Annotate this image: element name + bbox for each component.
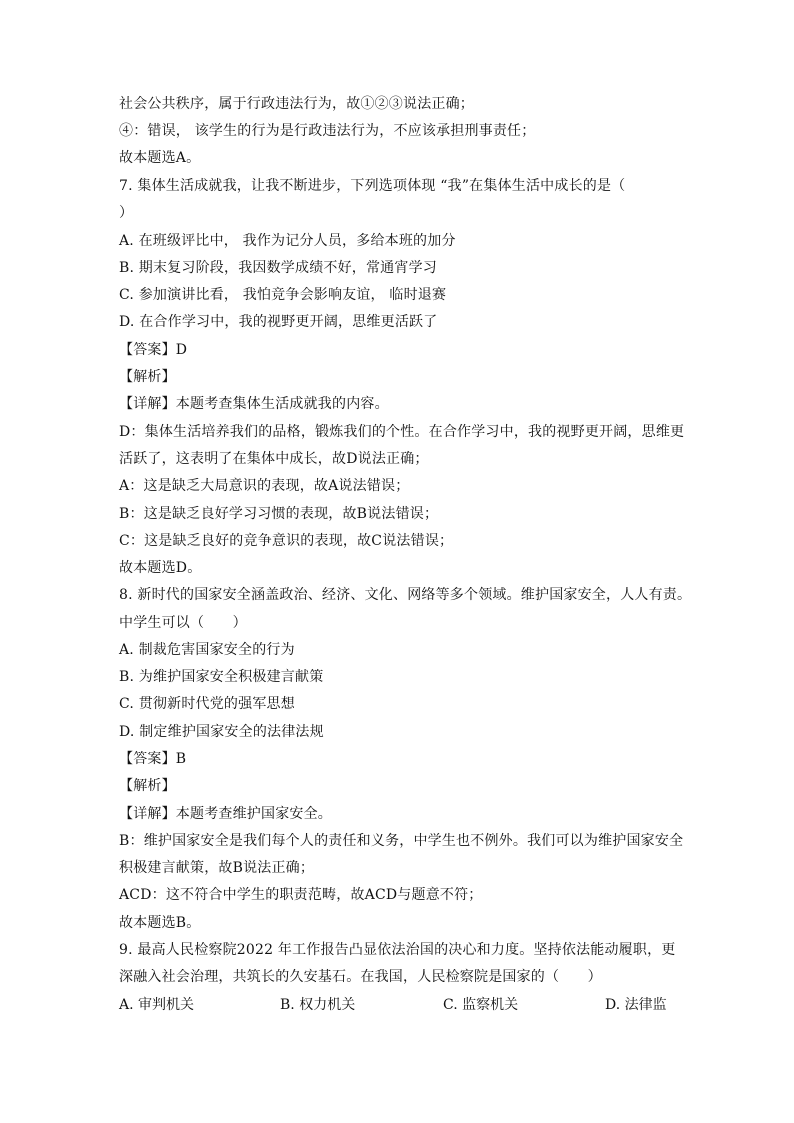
question-7-option-d: D. 在合作学习中，我的视野更开阔，思维更活跃了 [119,314,438,330]
question-8-option-a: A. 制裁危害国家安全的行为 [119,642,295,658]
question-7-detail: 【详解】本题考查集体生活成就我的内容。 [119,396,389,412]
question-8-option-b: B. 为维护国家安全积极建言献策 [119,669,324,685]
question-7-option-a: A. 在班级评比中， 我作为记分人员，多给本班的加分 [119,233,456,249]
question-7-answer: 【答案】D [119,342,188,358]
text-line: B：维护国家安全是我们每个人的责任和义务，中学生也不例外。我们可以为维护国家安全 [119,833,684,849]
question-7-stem-cont: ） [119,205,134,221]
text-line: ACD：这不符合中学生的职责范畴，故ACD与题意不符； [119,887,483,903]
question-9-option-c: C. 监察机关 [443,997,519,1013]
question-7-analysis-heading: 【解析】 [119,369,176,385]
question-8-stem-cont: 中学生可以（ ） [119,615,247,631]
text-line: 积极建言献策，故B说法正确； [119,860,315,876]
question-9-option-d: D. 法律监 [605,997,667,1013]
text-line: A：这是缺乏大局意识的表现，故A说法错误； [119,478,410,494]
text-line: D：集体生活培养我们的品格，锻炼我们的个性。在合作学习中，我的视野更开阔，思维更 [119,424,685,440]
text-line: 故本题选A。 [119,150,201,166]
question-9-option-a: A. 审判机关 [119,997,195,1013]
text-line: C：这是缺乏良好的竞争意识的表现，故C说法错误； [119,533,454,549]
question-9-stem: 9. 最高人民检察院2022 年工作报告凸显依法治国的决心和力度。坚持依法能动履职，更 [119,942,676,958]
text-line: 故本题选D。 [119,560,202,576]
question-8-detail: 【详解】本题考查维护国家安全。 [119,806,332,822]
text-line: 社会公共秩序，属于行政违法行为，故①②③说法正确； [119,96,474,112]
question-7-stem: 7. 集体生活成就我，让我不断进步，下列选项体现 “我”在集体生活中成长的是（ [119,178,626,194]
question-8-option-c: C. 贯彻新时代党的强军思想 [119,696,295,712]
text-line: B：这是缺乏良好学习习惯的表现，故B说法错误； [119,506,439,522]
question-7-option-c: C. 参加演讲比看， 我怕竞争会影响友谊， 临时退赛 [119,287,447,303]
question-8-analysis-heading: 【解析】 [119,778,176,794]
question-7-option-b: B. 期末复习阶段，我因数学成绩不好，常通宵学习 [119,260,437,276]
text-line: ④：错误， 该学生的行为是行政违法行为，不应该承担刑事责任； [119,123,536,139]
text-line: 活跃了，这表明了在集体中成长，故D说法正确； [119,451,429,467]
question-9-stem-cont: 深融入社会治理，共筑长的久安基石。在我国，人民检察院是国家的（ ） [119,969,602,985]
question-9-option-b: B. 权力机关 [280,997,356,1013]
text-line: 故本题选B。 [119,915,201,931]
question-8-stem: 8. 新时代的国家安全涵盖政治、经济、文化、网络等多个领域。维护国家安全，人人有责。 [119,587,692,603]
question-8-answer: 【答案】B [119,751,187,767]
question-8-option-d: D. 制定维护国家安全的法律法规 [119,724,324,740]
